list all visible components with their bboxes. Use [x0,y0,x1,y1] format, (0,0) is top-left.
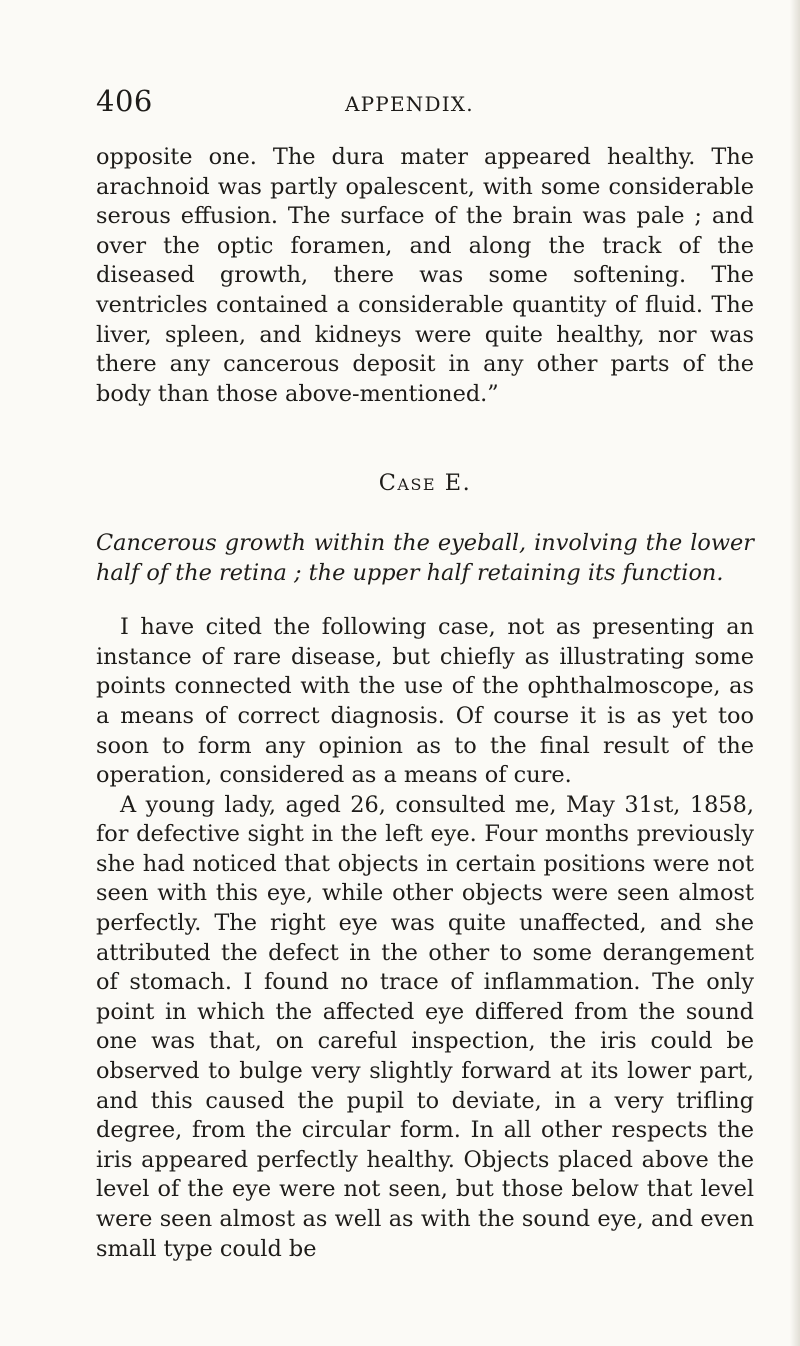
running-title: APPENDIX. [345,92,474,116]
running-head [96,84,750,124]
page-edge-shadow [790,0,800,1346]
body-text [96,143,754,1264]
paragraph-introduction: I have cited the following case, not as presenting an instance of rare disease, but chiefly as illustrating some points connected with the use of the ophthalmoscope, as a means of correct diagnosis. Of course it is as yet too soon to form any opinion as to the final result of the operation, considered as a means of cure. [96,614,754,789]
paragraph-continuation: opposite one. The dura mater appeared healthy. The arachnoid was partly opalescent, with some considerable serous effusion. The surface of the brain was pale ; and over the optic foramen, and along the track of the diseased growth, there was some softening. The ventricles contained a considerable quantity of fluid. The liver, spleen, and kidneys were quite healthy, nor was there any cancerous deposit in any other parts of the body than those above-mentioned.” [96,144,754,407]
case-subtitle: Cancerous growth within the eyeball, involving the lower half of the retina ; the upper half retaining its function. [96,529,754,586]
case-heading: Case E. [378,470,472,497]
page-number: 406 [96,84,153,118]
paragraph-case-history: A young lady, aged 26, consulted me, May 31st, 1858, for defective sight in the left eye. Four months previously she had noticed that objects in certain positions were not seen with this eye, while other objects were seen almost perfectly. The right eye was quite unaffected, and she attributed the defect in the other to some derangement of stomach. I found no trace of inflammation. The only point in which the affected eye differed from the sound one was that, on careful inspection, the iris could be observed to bulge very slightly forward at its lower part, and this caused the pupil to deviate, in a very trifling degree, from the circular form. In all other respects the iris appeared perfectly healthy. Objects placed above the level of the eye were not seen, but those below that level were seen almost as well as with the sound eye, and even small type could be [96,791,754,1262]
